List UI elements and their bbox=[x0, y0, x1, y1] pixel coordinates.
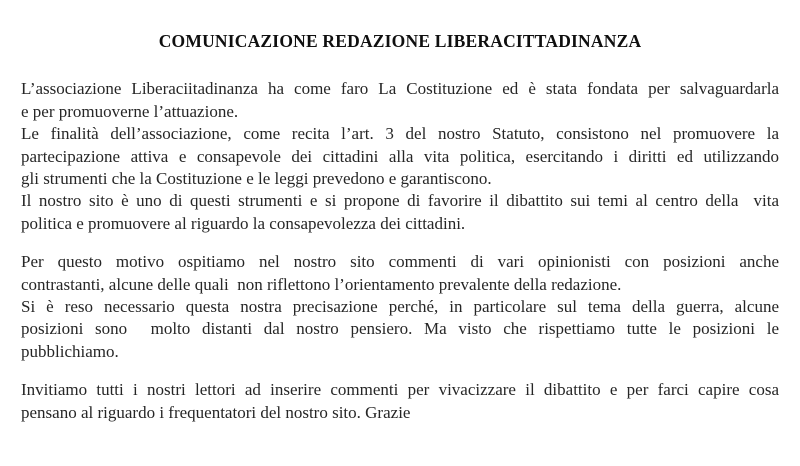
paragraph-invitation bbox=[21, 379, 779, 424]
text-line: L’associazione Liberaciitadinanza ha come faro La Costituzione ed è stata fondata per salvaguardarla bbox=[21, 79, 779, 99]
text-line: Si è reso necessario questa nostra precisazione perché, in particolare sul tema della guerra, alcune bbox=[21, 297, 779, 317]
text-line: pubblichiamo. bbox=[21, 341, 119, 361]
paragraph-association-intro bbox=[21, 78, 779, 235]
text-line: pensano al riguardo i frequentatori del nostro sito. Grazie bbox=[21, 402, 411, 422]
text-line: contrastanti, alcune delle quali non riflettono l’orientamento prevalente della redazione. bbox=[21, 274, 622, 294]
text-line: gli strumenti che la Costituzione e le leggi prevedono e garantiscono. bbox=[21, 169, 492, 189]
text-line: Le finalità dell’associazione, come recita l’art. 3 del nostro Statuto, consistono nel promuovere la bbox=[21, 124, 779, 144]
text-line: partecipazione attiva e consapevole dei cittadini alla vita politica, esercitando i diritti ed utilizzando bbox=[21, 146, 779, 166]
document-body bbox=[21, 78, 779, 424]
document-title: COMUNICAZIONE REDAZIONE LIBERACITTADINANZA bbox=[158, 31, 642, 51]
paragraph-editorial-position bbox=[21, 251, 779, 363]
text-line: e per promuoverne l’attuazione. bbox=[21, 101, 239, 121]
text-line: Per questo motivo ospitiamo nel nostro sito commenti di vari opinionisti con posizioni anche bbox=[21, 252, 779, 272]
text-line: Invitiamo tutti i nostri lettori ad inserire commenti per vivacizzare il dibattito e per farci capire cosa bbox=[21, 380, 779, 400]
text-line: Il nostro sito è uno di questi strumenti e si propone di favorire il dibattito sui temi al centro della vita bbox=[21, 191, 779, 211]
text-line: politica e promuovere al riguardo la consapevolezza dei cittadini. bbox=[21, 213, 466, 233]
text-line: posizioni sono molto distanti dal nostro pensiero. Ma visto che rispettiamo tutte le posizioni le bbox=[21, 319, 779, 339]
